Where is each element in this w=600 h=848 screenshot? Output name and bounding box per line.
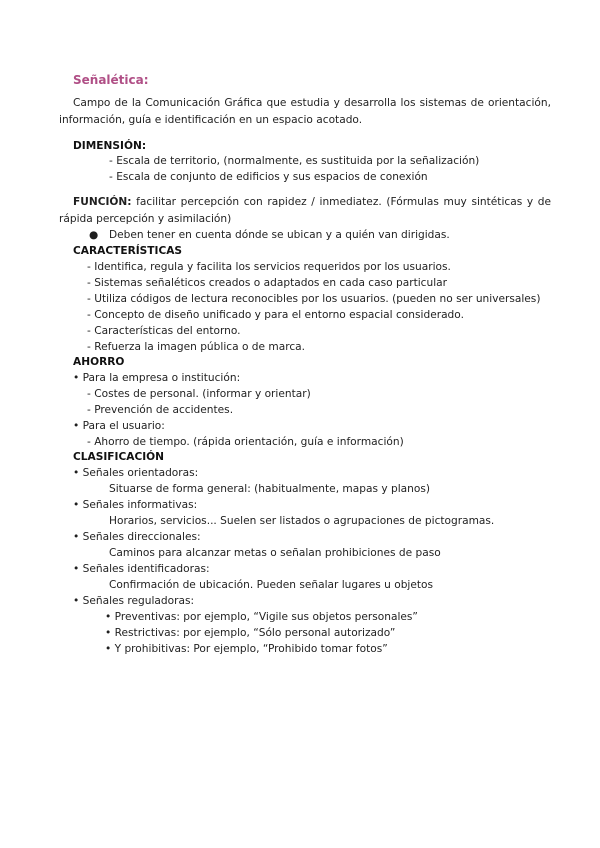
ahorro-empresa-item: - Prevención de accidentes. bbox=[87, 404, 234, 416]
funcion-bullet: Deben tener en cuenta dónde se ubican y a quién van dirigidas. bbox=[109, 229, 450, 241]
funcion-text: facilitar percepción con rapidez / inmediatez. (Fórmulas muy sintéticas y de rápida percepción y asimilación) bbox=[59, 196, 551, 225]
ahorro-heading: AHORRO bbox=[73, 356, 125, 368]
dimension-item: - Escala de conjunto de edificios y sus espacios de conexión bbox=[109, 171, 428, 183]
caracteristicas-item: - Sistemas señaléticos creados o adaptados en cada caso particular bbox=[87, 277, 447, 289]
caracteristicas-item: - Refuerza la imagen pública o de marca. bbox=[87, 341, 306, 353]
intro-text: Campo de la Comunicación Gráfica que estudia y desarrolla los sistemas de orientación, información, guía e identificación en un espacio acotado. bbox=[59, 97, 551, 126]
funcion-label: FUNCIÓN: bbox=[73, 196, 132, 208]
caracteristicas-heading: CARACTERÍSTICAS bbox=[73, 245, 183, 257]
dimension-heading: DIMENSIÓN: bbox=[73, 140, 147, 152]
ahorro-empresa: • Para la empresa o institución: bbox=[73, 372, 241, 384]
clasificacion-group-label: • Señales identificadoras: bbox=[73, 563, 210, 575]
clasificacion-group-desc: Caminos para alcanzar metas o señalan prohibiciones de paso bbox=[109, 547, 441, 559]
clasificacion-group-desc: Horarios, servicios... Suelen ser listados o agrupaciones de pictogramas. bbox=[109, 515, 495, 527]
clasificacion-heading: CLASIFICACIÓN bbox=[73, 451, 165, 463]
reguladoras-item: • Y prohibitivas: Por ejemplo, “Prohibido tomar fotos” bbox=[105, 643, 388, 655]
ahorro-usuario-item: - Ahorro de tiempo. (rápida orientación, guía e información) bbox=[87, 436, 404, 448]
reguladoras-item: • Preventivas: por ejemplo, “Vigile sus objetos personales” bbox=[105, 611, 418, 623]
reguladoras-label: • Señales reguladoras: bbox=[73, 595, 195, 607]
caracteristicas-item: - Utiliza códigos de lectura reconocibles por los usuarios. (pueden no ser universales) bbox=[87, 293, 541, 305]
clasificacion-group-label: • Señales orientadoras: bbox=[73, 467, 199, 479]
ahorro-usuario: • Para el usuario: bbox=[73, 420, 165, 432]
page-title: Señalética: bbox=[73, 73, 149, 87]
caracteristicas-item: - Características del entorno. bbox=[87, 325, 241, 337]
clasificacion-group-desc: Situarse de forma general: (habitualmente, mapas y planos) bbox=[109, 483, 430, 495]
funcion-paragraph bbox=[59, 194, 551, 228]
caracteristicas-item: - Identifica, regula y facilita los servicios requeridos por los usuarios. bbox=[87, 261, 451, 273]
dimension-item: - Escala de territorio, (normalmente, es sustituida por la señalización) bbox=[109, 155, 480, 167]
reguladoras-item: • Restrictivas: por ejemplo, “Sólo personal autorizado” bbox=[105, 627, 396, 639]
funcion-bullet-icon: ● bbox=[89, 229, 99, 241]
intro-paragraph bbox=[59, 95, 551, 129]
ahorro-empresa-item: - Costes de personal. (informar y orientar) bbox=[87, 388, 311, 400]
clasificacion-group-desc: Confirmación de ubicación. Pueden señalar lugares u objetos bbox=[109, 579, 434, 591]
caracteristicas-item: - Concepto de diseño unificado y para el entorno espacial considerado. bbox=[87, 309, 464, 321]
clasificacion-group-label: • Señales informativas: bbox=[73, 499, 198, 511]
clasificacion-group-label: • Señales direccionales: bbox=[73, 531, 201, 543]
